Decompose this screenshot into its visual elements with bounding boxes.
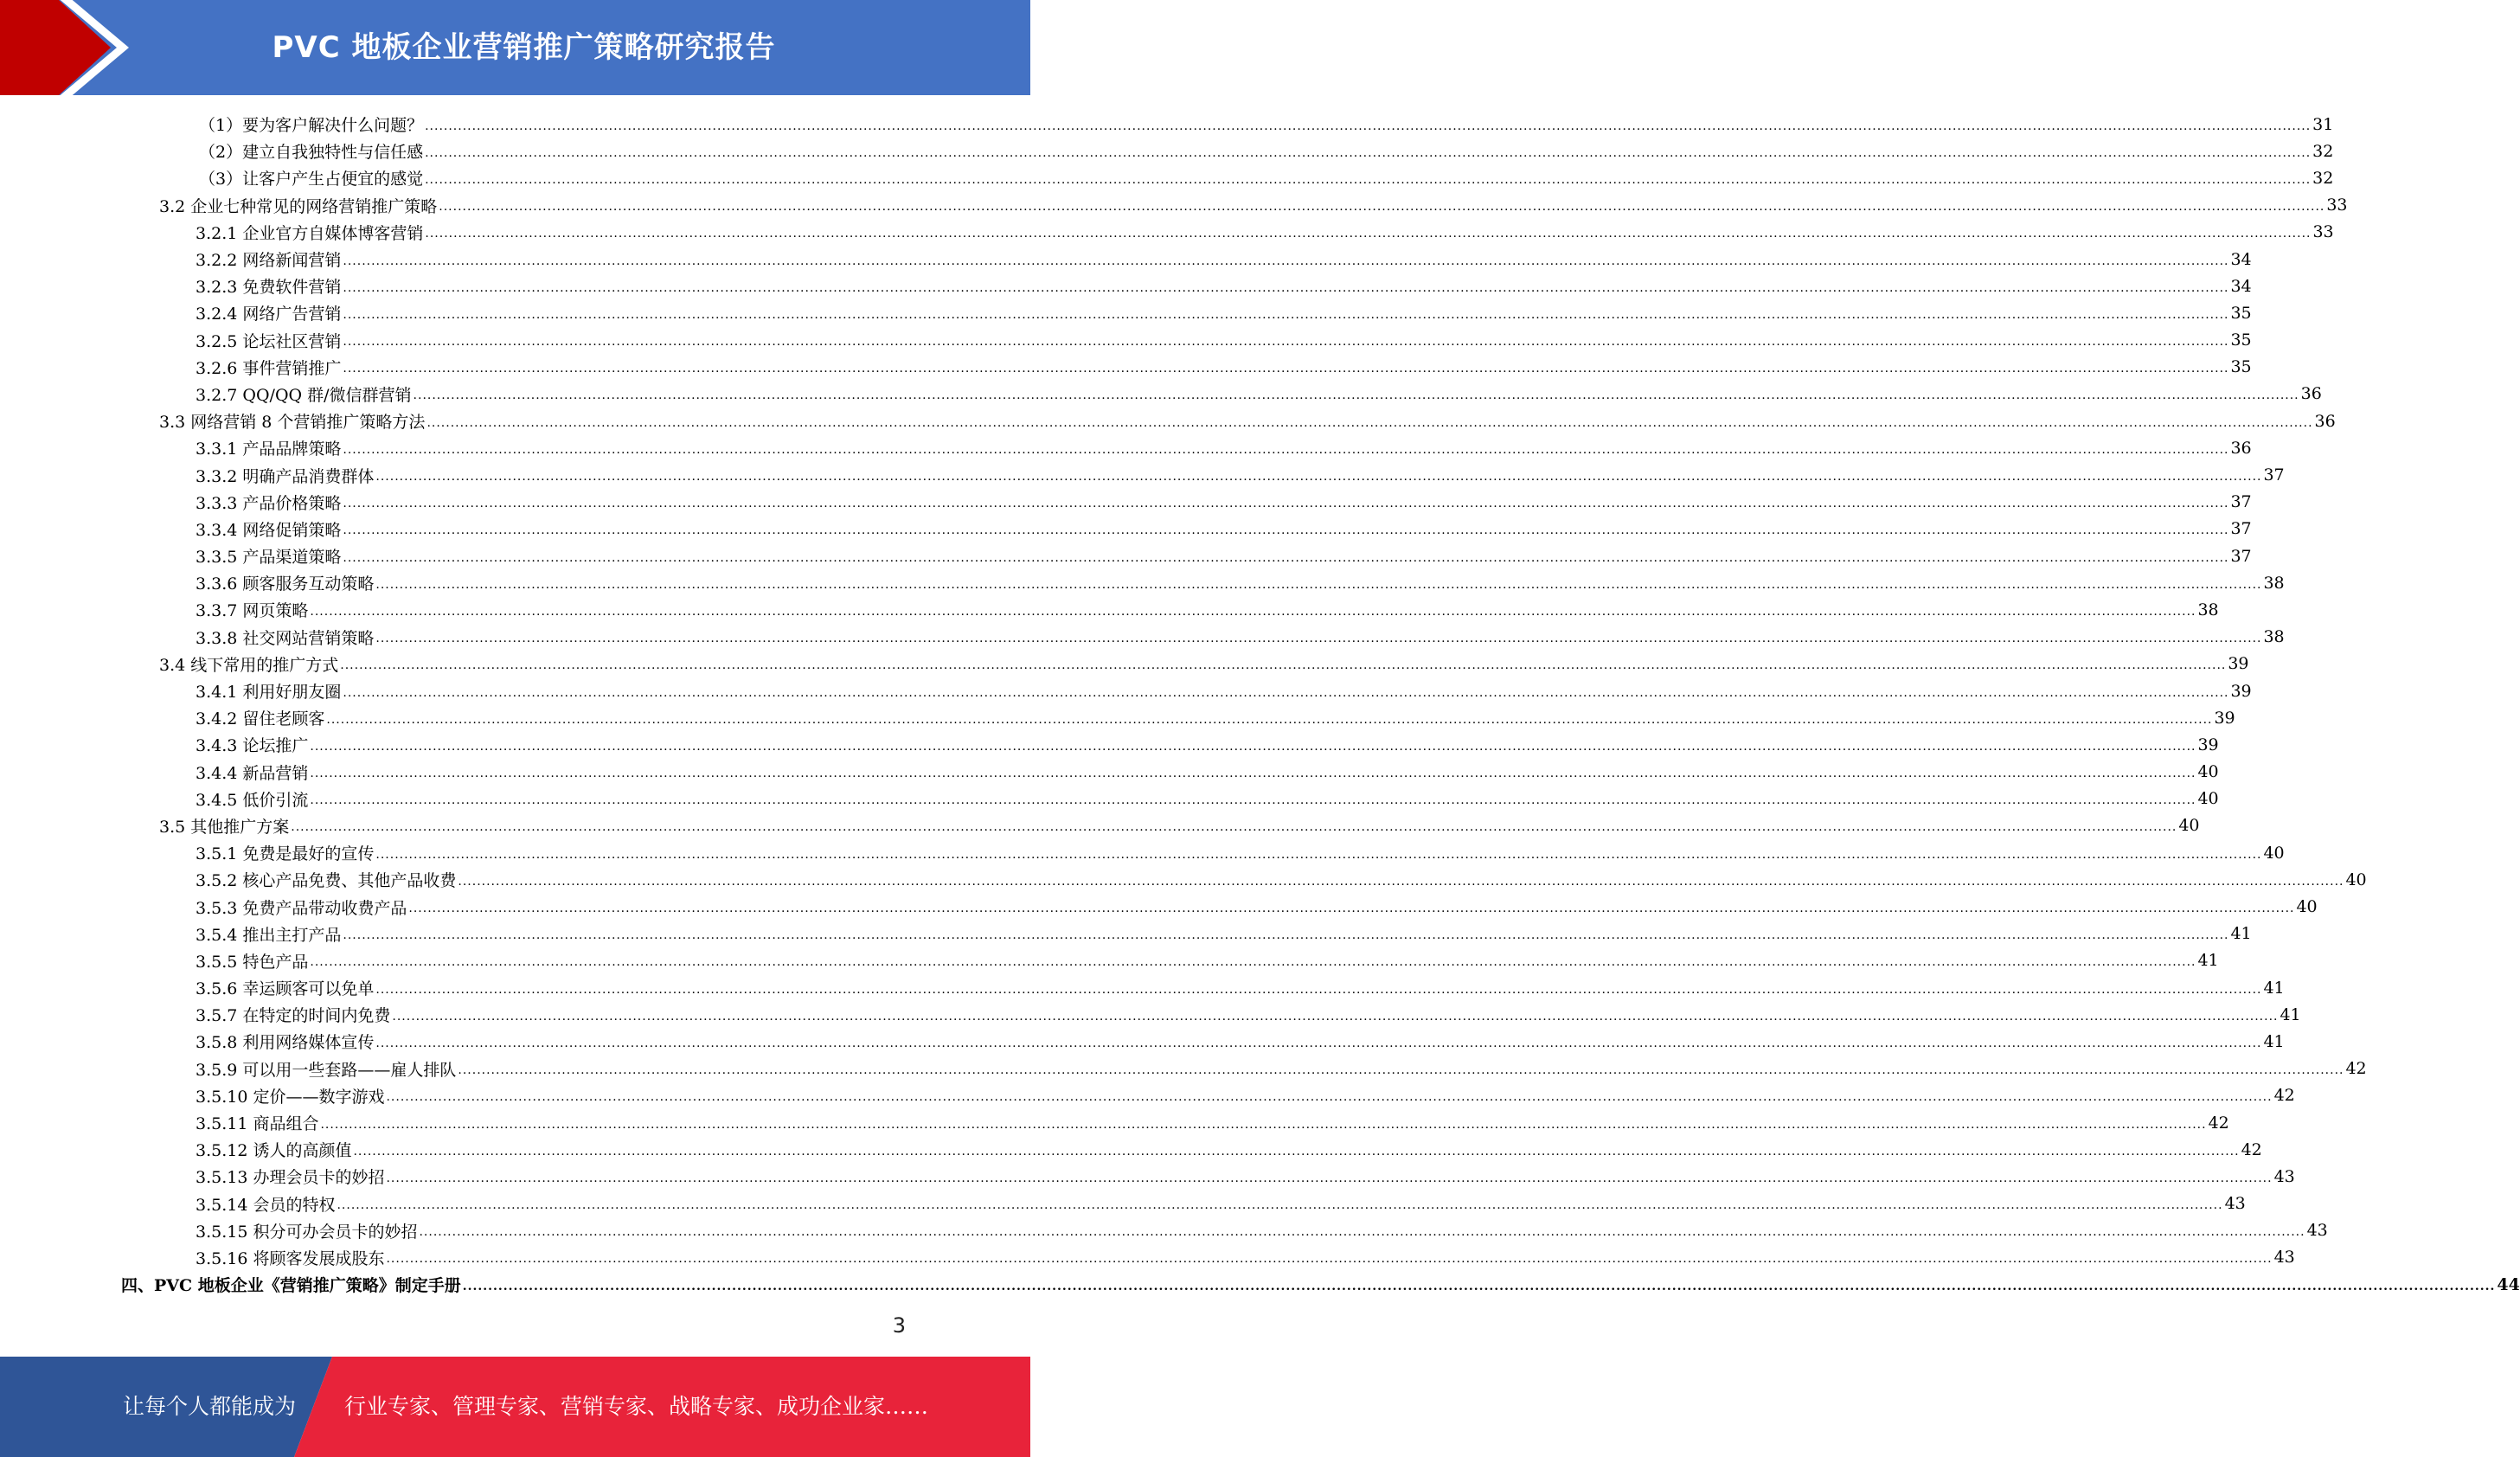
toc-dot-leader: ................................................................................................................................................................................................................................................................................................................................................................................................................ xyxy=(291,820,2177,835)
toc-entry-title: 3.5.14 会员的特权 xyxy=(196,1195,336,1215)
toc-entry-page: 36 xyxy=(2230,438,2252,458)
toc-entry-title: 3.5.13 办理会员卡的妙招 xyxy=(196,1168,385,1188)
toc-entry-page: 35 xyxy=(2230,331,2252,350)
toc-entry-title: 3.4.4 新品营销 xyxy=(196,763,309,783)
toc-entry[interactable] xyxy=(121,138,2334,164)
toc-entry-title: 3.2.6 事件营销推广 xyxy=(196,358,342,378)
toc-entry-title: 3.3 网络营销 8 个营销推广策略方法 xyxy=(159,413,426,433)
toc-dot-leader: ................................................................................................................................................................................................................................................................................................................................................................................................................ xyxy=(310,955,2196,970)
toc-dot-leader: ................................................................................................................................................................................................................................................................................................................................................................................................................ xyxy=(408,902,2295,916)
toc-entry[interactable] xyxy=(121,704,2235,731)
toc-entry[interactable] xyxy=(121,1001,2301,1028)
toc-entry[interactable] xyxy=(121,273,2252,299)
toc-entry[interactable] xyxy=(121,1191,2246,1217)
toc-entry-title: 3.2.7 QQ/QQ 群/微信群营销 xyxy=(196,385,412,405)
toc-entry-page: 39 xyxy=(2230,681,2252,701)
toc-entry[interactable] xyxy=(121,1163,2295,1190)
toc-dot-leader: ................................................................................................................................................................................................................................................................................................................................................................................................................ xyxy=(343,307,2229,322)
toc-dot-leader: ................................................................................................................................................................................................................................................................................................................................................................................................................ xyxy=(375,1036,2262,1050)
toc-dot-leader: ................................................................................................................................................................................................................................................................................................................................................................................................................ xyxy=(310,767,2196,781)
toc-entry-page: 34 xyxy=(2230,249,2252,269)
toc-entry-page: 40 xyxy=(2197,762,2219,782)
toc-entry-title: 3.5.7 在特定的时间内免费 xyxy=(196,1006,391,1026)
toc-entry-title: 3.5 其他推广方案 xyxy=(159,817,290,837)
toc-entry[interactable] xyxy=(121,246,2252,273)
toc-entry[interactable] xyxy=(121,408,2336,434)
toc-dot-leader: ................................................................................................................................................................................................................................................................................................................................................................................................................ xyxy=(375,470,2262,485)
toc-dot-leader: ................................................................................................................................................................................................................................................................................................................................................................................................................ xyxy=(375,982,2262,997)
toc-dot-leader: ................................................................................................................................................................................................................................................................................................................................................................................................................ xyxy=(343,254,2229,268)
toc-entry-page: 37 xyxy=(2230,546,2252,566)
toc-entry-title: 3.5.16 将顾客发展成股东 xyxy=(196,1248,385,1268)
toc-entry-page: 36 xyxy=(2300,384,2322,404)
toc-entry-title: 3.2.3 免费软件营销 xyxy=(196,278,342,298)
toc-entry-title: 3.4.3 论坛推广 xyxy=(196,736,309,756)
toc-dot-leader: ................................................................................................................................................................................................................................................................................................................................................................................................................ xyxy=(343,335,2229,350)
toc-entry-page: 39 xyxy=(2197,735,2219,754)
toc-entry-page: 33 xyxy=(2326,196,2348,215)
toc-entry-title: 3.5.9 可以用一些套路——雇人排队 xyxy=(196,1060,457,1080)
toc-entry-title: 3.5.12 诱人的高颜值 xyxy=(196,1141,352,1161)
toc-entry-title: 3.3.2 明确产品消费群体 xyxy=(196,466,375,486)
toc-entry[interactable] xyxy=(121,1082,2295,1109)
toc-entry-title: 3.3.3 产品价格策略 xyxy=(196,493,342,513)
toc-dot-leader: ................................................................................................................................................................................................................................................................................................................................................................................................................ xyxy=(310,739,2196,754)
toc-dot-leader: ................................................................................................................................................................................................................................................................................................................................................................................................................ xyxy=(425,172,2312,187)
toc-dot-leader: ................................................................................................................................................................................................................................................................................................................................................................................................................ xyxy=(462,1279,2496,1293)
toc-dot-leader: ................................................................................................................................................................................................................................................................................................................................................................................................................ xyxy=(425,119,2312,133)
toc-dot-leader: ................................................................................................................................................................................................................................................................................................................................................................................................................ xyxy=(320,1117,2207,1132)
toc-entry-title: 3.2.5 论坛社区营销 xyxy=(196,331,342,351)
toc-entry-page: 38 xyxy=(2263,627,2285,647)
toc-entry[interactable] xyxy=(121,651,2249,677)
toc-entry-title: 3.5.3 免费产品带动收费产品 xyxy=(196,898,407,918)
toc-entry-title: （3）让客户产生占便宜的感觉 xyxy=(199,170,424,189)
table-of-contents xyxy=(121,111,2520,1298)
toc-entry-title: 3.4.5 低价引流 xyxy=(196,790,309,810)
toc-entry[interactable] xyxy=(121,947,2219,974)
toc-entry-page: 34 xyxy=(2230,276,2252,296)
toc-entry[interactable] xyxy=(121,1109,2229,1136)
toc-entry-title: 3.5.10 定价——数字游戏 xyxy=(196,1087,385,1107)
toc-entry-title: 3.3.4 网络促销策略 xyxy=(196,520,342,540)
toc-entry-page: 42 xyxy=(2241,1139,2262,1159)
toc-entry[interactable] xyxy=(121,624,2285,651)
toc-dot-leader: ................................................................................................................................................................................................................................................................................................................................................................................................................ xyxy=(439,200,2325,215)
toc-entry-page: 40 xyxy=(2197,789,2219,809)
toc-entry[interactable] xyxy=(121,219,2334,246)
toc-entry-page: 39 xyxy=(2214,708,2235,728)
toc-dot-leader: ................................................................................................................................................................................................................................................................................................................................................................................................................ xyxy=(419,1225,2305,1240)
toc-entry-title: 3.3.6 顾客服务互动策略 xyxy=(196,574,375,594)
toc-dot-leader: ................................................................................................................................................................................................................................................................................................................................................................................................................ xyxy=(326,712,2213,727)
toc-entry[interactable] xyxy=(121,516,2252,542)
toc-entry-page: 40 xyxy=(2296,897,2318,917)
document-title: PVC 地板企业营销推广策略研究报告 xyxy=(272,30,776,65)
toc-entry[interactable] xyxy=(121,786,2219,812)
toc-dot-leader: ................................................................................................................................................................................................................................................................................................................................................................................................................ xyxy=(386,1171,2273,1185)
toc-entry-page: 43 xyxy=(2273,1248,2295,1268)
toc-entry-page: 38 xyxy=(2263,573,2285,593)
toc-dot-leader: ................................................................................................................................................................................................................................................................................................................................................................................................................ xyxy=(343,442,2229,457)
toc-entry-page: 33 xyxy=(2312,222,2334,242)
toc-entry-title: 四、PVC 地板企业《营销推广策略》制定手册 xyxy=(121,1276,461,1296)
toc-entry-page: 40 xyxy=(2263,843,2285,863)
toc-entry-page: 37 xyxy=(2263,465,2285,485)
toc-dot-leader: ................................................................................................................................................................................................................................................................................................................................................................................................................ xyxy=(340,658,2227,673)
toc-entry-page: 39 xyxy=(2228,654,2249,674)
toc-dot-leader: ................................................................................................................................................................................................................................................................................................................................................................................................................ xyxy=(343,280,2229,295)
toc-entry[interactable] xyxy=(121,489,2252,516)
toc-dot-leader: ................................................................................................................................................................................................................................................................................................................................................................................................................ xyxy=(343,928,2229,943)
toc-entry[interactable] xyxy=(121,1056,2367,1082)
toc-entry[interactable] xyxy=(121,974,2285,1001)
toc-entry-page: 44 xyxy=(2497,1274,2520,1294)
toc-dot-leader: ................................................................................................................................................................................................................................................................................................................................................................................................................ xyxy=(386,1090,2273,1105)
toc-dot-leader: ................................................................................................................................................................................................................................................................................................................................................................................................................ xyxy=(310,793,2196,808)
footer-slogan-left: 让每个人都能成为 xyxy=(123,1394,297,1419)
toc-entry-page: 42 xyxy=(2345,1059,2367,1079)
toc-dot-leader: ................................................................................................................................................................................................................................................................................................................................................................................................................ xyxy=(413,388,2299,403)
toc-entry-page: 31 xyxy=(2312,114,2334,134)
toc-entry[interactable] xyxy=(121,542,2252,569)
toc-entry[interactable] xyxy=(121,839,2285,866)
toc-entry-title: 3.2.4 网络广告营销 xyxy=(196,305,342,324)
toc-entry-title: 3.5.2 核心产品免费、其他产品收费 xyxy=(196,871,457,891)
toc-dot-leader: ................................................................................................................................................................................................................................................................................................................................................................................................................ xyxy=(310,604,2196,619)
toc-entry-title: 3.4.2 留住老顾客 xyxy=(196,709,325,729)
toc-dot-leader: ................................................................................................................................................................................................................................................................................................................................................................................................................ xyxy=(425,145,2312,160)
toc-dot-leader: ................................................................................................................................................................................................................................................................................................................................................................................................................ xyxy=(343,523,2229,538)
toc-entry-title: 3.5.8 利用网络媒体宣传 xyxy=(196,1033,375,1053)
toc-entry[interactable] xyxy=(121,1244,2295,1271)
toc-entry-page: 37 xyxy=(2230,492,2252,512)
toc-entry[interactable] xyxy=(121,759,2219,786)
toc-entry[interactable] xyxy=(121,111,2334,138)
toc-dot-leader: ................................................................................................................................................................................................................................................................................................................................................................................................................ xyxy=(375,847,2262,862)
toc-dot-leader: ................................................................................................................................................................................................................................................................................................................................................................................................................ xyxy=(426,415,2313,430)
toc-entry[interactable] xyxy=(121,866,2367,893)
toc-entry-page: 43 xyxy=(2273,1166,2295,1186)
page-number: 3 xyxy=(892,1313,906,1338)
toc-entry-title: 3.3.8 社交网站营销策略 xyxy=(196,628,375,648)
toc-entry-page: 40 xyxy=(2345,870,2367,889)
toc-entry-title: 3.2.2 网络新闻营销 xyxy=(196,251,342,271)
toc-dot-leader: ................................................................................................................................................................................................................................................................................................................................................................................................................ xyxy=(458,1063,2344,1078)
page-header xyxy=(0,0,1030,95)
toc-entry-title: 3.5.1 免费是最好的宣传 xyxy=(196,844,375,864)
toc-entry-title: 3.5.6 幸运顾客可以免单 xyxy=(196,979,375,999)
toc-entry-page: 42 xyxy=(2273,1086,2295,1106)
page-footer xyxy=(0,1357,1030,1457)
toc-dot-leader: ................................................................................................................................................................................................................................................................................................................................................................................................................ xyxy=(343,550,2229,565)
toc-entry[interactable] xyxy=(121,1136,2262,1163)
toc-entry-page: 36 xyxy=(2314,411,2336,431)
toc-entry[interactable] xyxy=(121,596,2219,623)
toc-dot-leader: ................................................................................................................................................................................................................................................................................................................................................................................................................ xyxy=(386,1252,2273,1267)
toc-dot-leader: ................................................................................................................................................................................................................................................................................................................................................................................................................ xyxy=(392,1009,2279,1024)
toc-entry-page: 32 xyxy=(2312,168,2334,188)
toc-entry[interactable] xyxy=(121,164,2334,191)
toc-entry[interactable] xyxy=(121,381,2322,408)
toc-entry[interactable] xyxy=(121,812,2200,839)
toc-dot-leader: ................................................................................................................................................................................................................................................................................................................................................................................................................ xyxy=(375,577,2262,592)
toc-dot-leader: ................................................................................................................................................................................................................................................................................................................................................................................................................ xyxy=(343,497,2229,511)
toc-dot-leader: ................................................................................................................................................................................................................................................................................................................................................................................................................ xyxy=(458,874,2344,889)
toc-entry[interactable] xyxy=(121,893,2318,920)
toc-entry[interactable] xyxy=(121,677,2252,704)
toc-entry-page: 41 xyxy=(2280,1004,2301,1024)
toc-entry-title: 3.5.4 推出主打产品 xyxy=(196,925,342,945)
toc-entry[interactable] xyxy=(121,921,2252,947)
toc-entry[interactable] xyxy=(121,354,2252,381)
toc-entry[interactable] xyxy=(121,299,2252,326)
toc-entry[interactable] xyxy=(121,1217,2328,1244)
toc-entry-title: 3.2.1 企业官方自媒体博客营销 xyxy=(196,223,424,243)
toc-dot-leader: ................................................................................................................................................................................................................................................................................................................................................................................................................ xyxy=(343,685,2229,700)
toc-entry-page: 35 xyxy=(2230,357,2252,377)
toc-entry-page: 38 xyxy=(2197,600,2219,619)
toc-entry-page: 41 xyxy=(2263,978,2285,998)
toc-entry[interactable] xyxy=(121,434,2252,461)
toc-dot-leader: ................................................................................................................................................................................................................................................................................................................................................................................................................ xyxy=(425,227,2312,241)
toc-entry-title: 3.4.1 利用好朋友圈 xyxy=(196,683,342,703)
toc-entry-title: 3.3.1 产品品牌策略 xyxy=(196,440,342,459)
toc-entry[interactable] xyxy=(121,731,2219,758)
toc-entry-title: 3.5.5 特色产品 xyxy=(196,952,309,972)
toc-dot-leader: ................................................................................................................................................................................................................................................................................................................................................................................................................ xyxy=(343,362,2229,376)
toc-entry-page: 37 xyxy=(2230,519,2252,539)
toc-entry-title: 3.2 企业七种常见的网络营销推广策略 xyxy=(159,196,438,216)
toc-entry-title: 3.3.7 网页策略 xyxy=(196,601,309,621)
toc-entry-title: （1）要为客户解决什么问题？ xyxy=(199,116,424,136)
toc-entry-page: 43 xyxy=(2224,1194,2246,1214)
toc-dot-leader: ................................................................................................................................................................................................................................................................................................................................................................................................................ xyxy=(353,1144,2240,1159)
toc-dot-leader: ................................................................................................................................................................................................................................................................................................................................................................................................................ xyxy=(375,632,2262,646)
toc-entry-page: 32 xyxy=(2312,141,2334,161)
toc-entry-page: 40 xyxy=(2178,816,2200,836)
toc-entry-page: 41 xyxy=(2197,951,2219,971)
toc-entry[interactable] xyxy=(121,569,2285,596)
toc-dot-leader: ................................................................................................................................................................................................................................................................................................................................................................................................................ xyxy=(337,1198,2223,1213)
toc-entry-title: 3.3.5 产品渠道策略 xyxy=(196,548,342,568)
toc-entry-page: 41 xyxy=(2263,1031,2285,1051)
footer-slogan-right: 行业专家、管理专家、营销专家、战略专家、成功企业家…… xyxy=(344,1394,929,1419)
toc-entry[interactable] xyxy=(121,192,2348,219)
toc-entry[interactable] xyxy=(121,461,2285,488)
toc-entry-page: 35 xyxy=(2230,303,2252,323)
toc-entry-title: 3.5.15 积分可办会员卡的妙招 xyxy=(196,1222,418,1242)
toc-entry-title: 3.5.11 商品组合 xyxy=(196,1114,319,1134)
toc-entry[interactable] xyxy=(121,327,2252,354)
toc-entry-title: （2）建立自我独特性与信任感 xyxy=(199,143,424,163)
toc-entry-page: 42 xyxy=(2208,1113,2229,1133)
toc-entry[interactable] xyxy=(121,1271,2520,1298)
toc-entry-page: 43 xyxy=(2306,1221,2328,1241)
toc-entry[interactable] xyxy=(121,1028,2285,1055)
toc-entry-title: 3.4 线下常用的推广方式 xyxy=(159,655,339,675)
toc-entry-page: 41 xyxy=(2230,924,2252,944)
